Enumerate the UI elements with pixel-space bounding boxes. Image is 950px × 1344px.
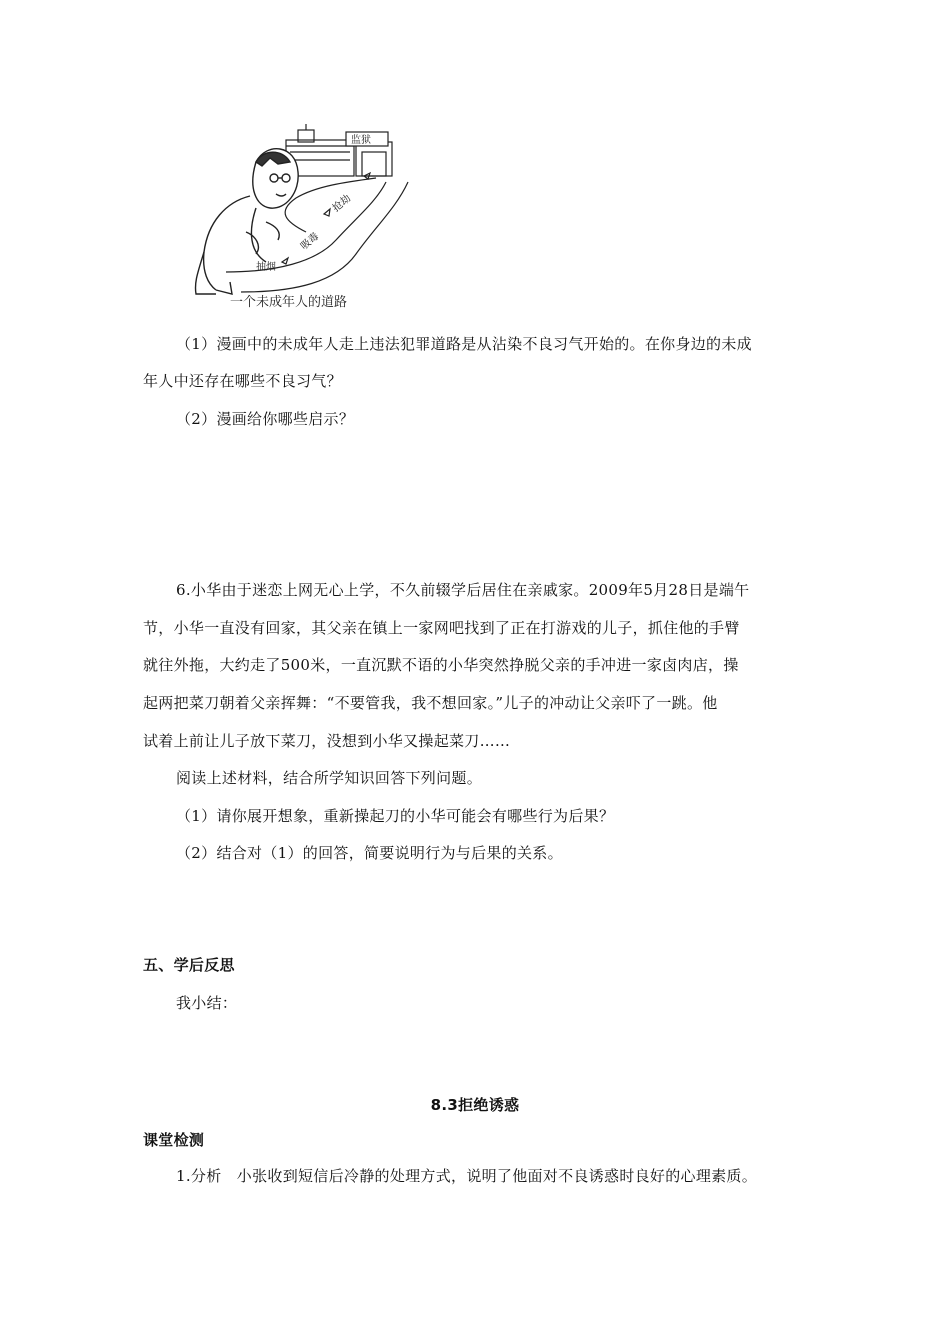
q5-sub2: （2）漫画给你哪些启示？ <box>176 410 355 428</box>
section83-title: 8.3拒绝诱惑 <box>430 1096 520 1114</box>
q5-sub1-line2: 年人中还存在哪些不良习气？ <box>143 372 342 390</box>
q6-line: 就往外拖，大约走了500米，一直沉默不语的小华突然挣脱父亲的手冲进一家卤肉店，操 <box>143 656 739 674</box>
q6-sub2: （2）结合对（1）的回答，简要说明行为与后果的关系。 <box>176 844 563 862</box>
path-label-robbery: 抢劫 <box>330 193 354 215</box>
section83-item1: 1.分析 小张收到短信后冷静的处理方式，说明了他面对不良诱惑时良好的心理素质。 <box>176 1167 758 1185</box>
q6-instruction: 阅读上述材料，结合所学知识回答下列问题。 <box>176 769 483 787</box>
prison-building <box>286 124 392 176</box>
q6-line: 起两把菜刀朝着父亲挥舞：“不要管我，我不想回家。”儿子的冲动让父亲吓了一跳。他 <box>143 694 718 712</box>
section5-summary-label: 我小结： <box>176 994 238 1012</box>
cartoon-illustration <box>186 122 418 310</box>
section5-heading: 五、学后反思 <box>143 956 235 974</box>
cartoon-caption: 一个未成年人的道路 <box>230 295 348 310</box>
boy-figure <box>195 149 298 294</box>
section83-subheading: 课堂检测 <box>143 1131 205 1149</box>
path-label-drugs: 吸毒 <box>298 231 322 253</box>
prison-sign: 监狱 <box>351 135 371 146</box>
q5-sub1-line1: （1）漫画中的未成年人走上违法犯罪道路是从沾染不良习气开始的。在你身边的未成 <box>176 335 752 353</box>
q6-line: 6.小华由于迷恋上网无心上学，不久前辍学后居住在亲戚家。2009年5月28日是端午 <box>176 581 750 599</box>
q6-line: 节，小华一直没有回家，其父亲在镇上一家网吧找到了正在打游戏的儿子，抓住他的手臂 <box>143 619 740 637</box>
q6-line: 试着上前让儿子放下菜刀，没想到小华又操起菜刀…… <box>143 732 511 750</box>
path-label-smoking: 抽烟 <box>256 262 276 273</box>
q6-sub1: （1）请你展开想象，重新操起刀的小华可能会有哪些行为后果？ <box>176 807 615 825</box>
